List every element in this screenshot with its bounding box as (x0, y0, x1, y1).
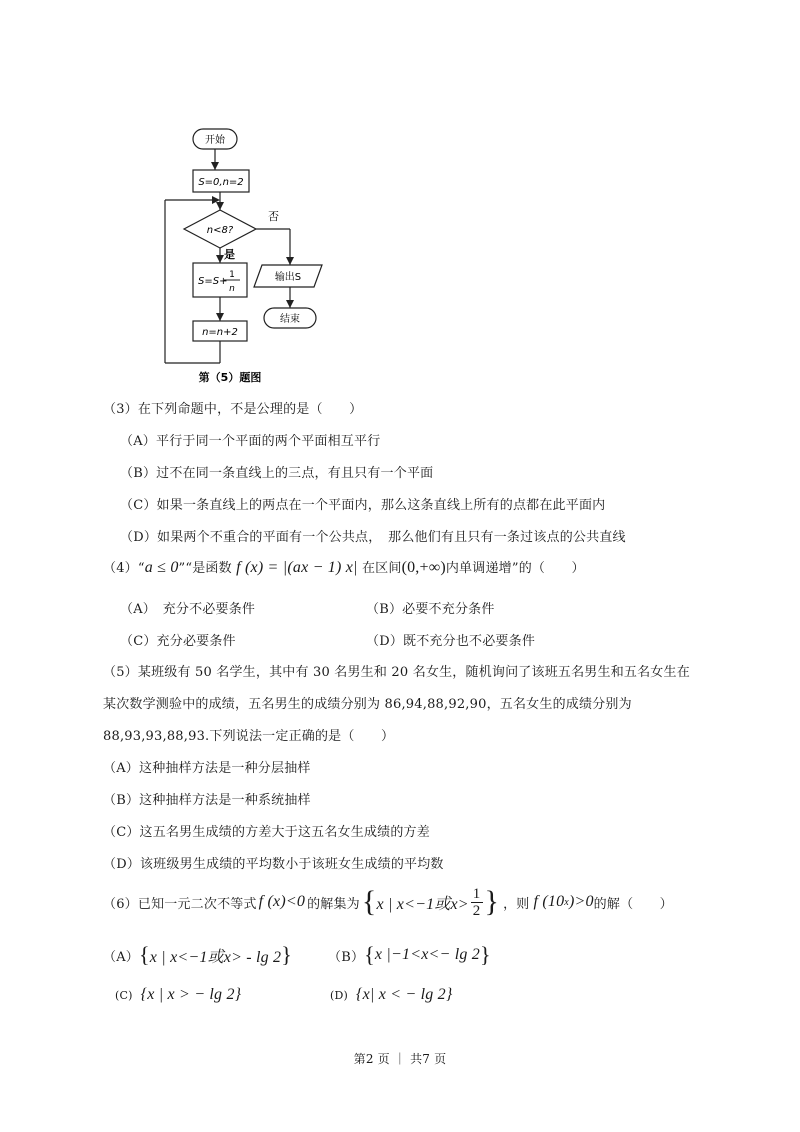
q6-option-c (115, 986, 241, 1004)
q5-option-d: （D）该班级男生成绩的平均数小于该班女生成绩的平均数 (103, 857, 444, 872)
q4-stem (103, 557, 585, 577)
q6-set-numerator: 1 (472, 885, 481, 902)
q6-option-b (328, 942, 491, 968)
q6-option-d-set: {x| x < − lg 2} (356, 986, 453, 1003)
flow-increment-text: n=n+2 (202, 327, 238, 338)
q6-set-body: x | x<−1或x> (376, 895, 469, 913)
q6-option-c-set: {x | x > − lg 2} (140, 986, 242, 1003)
q6-option-a-set: x | x<−1或x> - lg 2 (149, 948, 282, 966)
flow-update-num: 1 (229, 270, 235, 280)
q5-line-1: （5）某班级有 50 名学生，其中有 30 名男生和 20 名女生，随机询问了该班五名男生和五名女生在 (103, 665, 690, 680)
q5-line-2: 某次数学测验中的成绩，五名男生的成绩分别为 86,94,88,92,90，五名女生的成绩分别为 (103, 697, 632, 712)
q6-set-brace-left: { (361, 885, 377, 918)
flow-no-label: 否 (268, 210, 279, 223)
q4-condition: a ≤ 0 (144, 559, 179, 576)
q4-interval-text: 在区间 (361, 561, 402, 576)
flowchart (0, 0, 800, 400)
flow-update-den: n (229, 284, 235, 294)
q6-option-a-brace-left: { (139, 942, 150, 967)
q3-stem: （3）在下列命题中，不是公理的是（ ） (103, 402, 363, 417)
q6-option-c-label: (C) (115, 988, 133, 1002)
q5-line-3: 88,93,93,88,93.下列说法一定正确的是（ ） (103, 729, 395, 744)
page-footer: 第2 页 ｜ 共7 页 (353, 1052, 447, 1066)
q6-stem (103, 882, 673, 922)
q6-option-b-set: x |−1<x<− lg 2 (374, 946, 480, 963)
q4-option-d: （D）既不充分也不必要条件 (366, 634, 536, 649)
flow-caption: 第（5）题图 (198, 371, 262, 384)
q3-option-d: （D）如果两个不重合的平面有一个公共点， 那么他们有且只有一条过该点的公共直线 (120, 530, 626, 545)
q4-number: （4） (103, 561, 138, 576)
q5-option-c: （C）这五名男生成绩的方差大于这五名女生成绩的方差 (103, 825, 430, 840)
q3-option-c: （C）如果一条直线上的两点在一个平面内，那么这条直线上所有的点都在此平面内 (120, 498, 606, 513)
q6-set-brace-right: } (484, 885, 500, 918)
flow-init-text: S=0,n=2 (198, 177, 244, 188)
q6-option-d-label: (D) (330, 988, 349, 1002)
flow-start-text: 开始 (205, 135, 225, 146)
q4-option-a: （A） 充分不必要条件 (120, 602, 256, 617)
q6-mid: 的解集为 (307, 896, 360, 912)
q4-mid-text: ”“是函数 (178, 561, 232, 576)
q4-quote-open: “ (137, 561, 145, 576)
q4-interval: (0,+∞) (401, 559, 446, 576)
q5-option-b: （B）这种抽样方法是一种系统抽样 (103, 793, 311, 808)
flow-end-text: 结束 (280, 314, 300, 325)
q6-option-b-label: （B） (328, 949, 365, 965)
q6-option-a-label: （A） (103, 949, 139, 965)
q5-option-a: （A）这种抽样方法是一种分层抽样 (103, 761, 311, 776)
q4-option-b: （B）必要不充分条件 (366, 602, 495, 617)
q4-tail: 内单调递增”的（ ） (445, 561, 585, 576)
q6-option-a (103, 942, 292, 968)
flow-output-text: 输出S (274, 272, 302, 283)
q6-then: ，则 (503, 896, 530, 912)
q6-exponent: x (564, 896, 569, 908)
q6-tail: 的解（ ） (593, 896, 673, 912)
q6-fx: f (x)<0 (258, 893, 306, 910)
flow-update-lhs: S=S+ (198, 276, 228, 287)
q6-set-fraction (471, 886, 483, 919)
q6-option-a-brace-right: } (281, 942, 292, 967)
q3-option-a: （A）平行于同一个平面的两个平面相互平行 (120, 434, 381, 449)
q3-option-b: （B）过不在同一条直线上的三点，有且只有一个平面 (120, 466, 434, 481)
q6-option-b-brace-right: } (479, 942, 491, 967)
q6-set-denominator: 2 (472, 902, 481, 919)
q4-function: f (x) = |(ax − 1) x| (236, 559, 358, 576)
q6-f10: f (10 (533, 893, 565, 910)
q6-option-d (330, 986, 452, 1004)
q6-f10-tail: )>0 (568, 893, 594, 910)
flow-yes-label: 是 (224, 248, 235, 261)
q6-intro: （6）已知一元二次不等式 (103, 896, 257, 912)
q4-option-c: （C）充分必要条件 (120, 634, 236, 649)
q6-option-b-brace-left: { (364, 942, 375, 967)
flow-condition-text: n<8? (206, 225, 234, 236)
